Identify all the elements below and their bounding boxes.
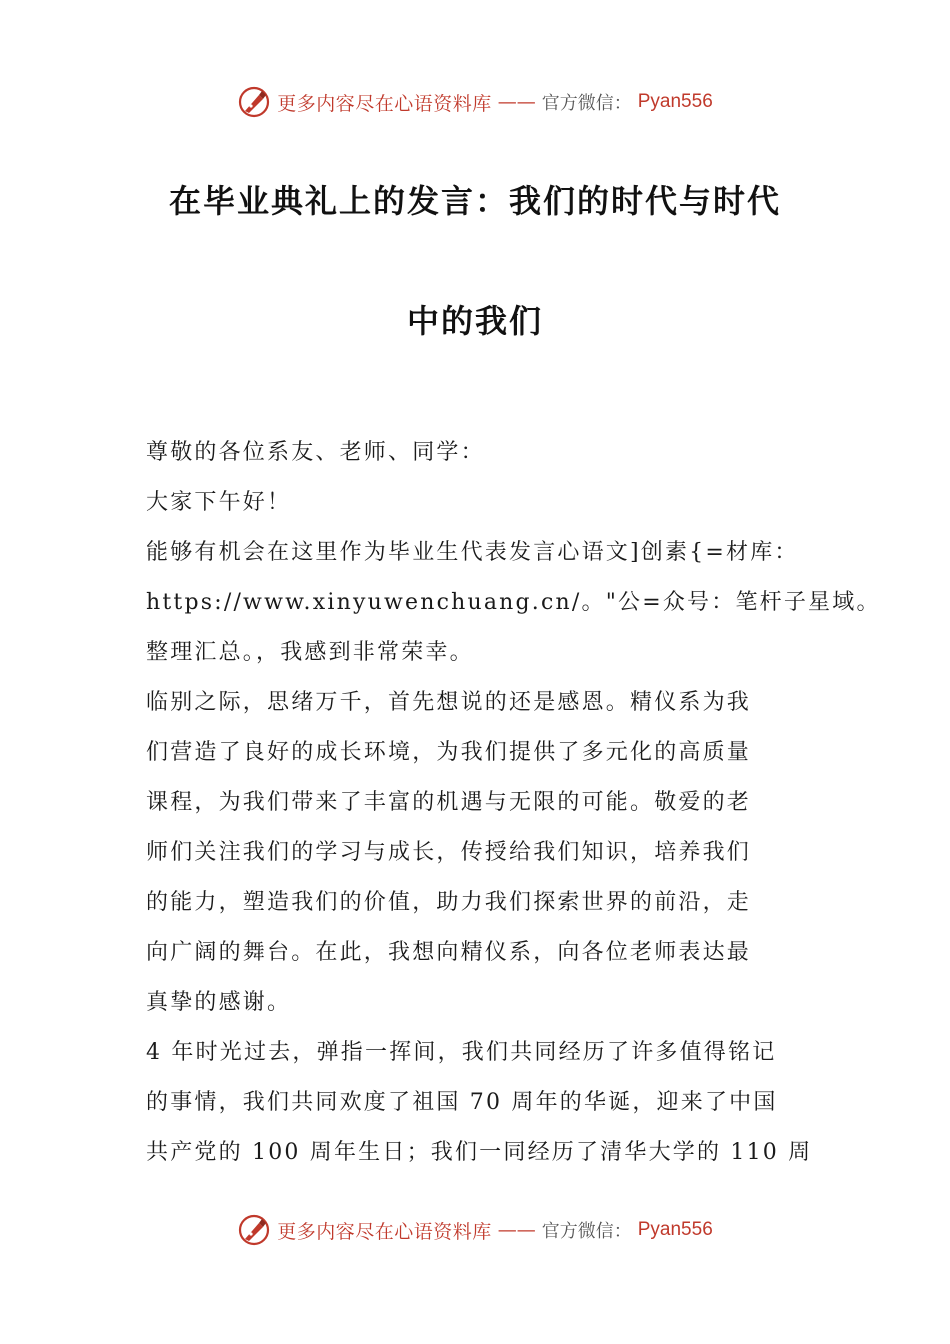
body-line: 能够有机会在这里作为毕业生代表发言心语文]创素{=材库：	[146, 540, 799, 565]
banner-wechat-label: 官方微信：	[541, 1221, 632, 1242]
banner-wechat-id: Pyan556	[637, 1219, 713, 1240]
document-body	[146, 428, 881, 1178]
body-line: 真挚的感谢。	[146, 990, 292, 1015]
body-line: 向广阔的舞台。在此，我想向精仪系，向各位老师表达最	[146, 940, 752, 965]
body-line: 师们关注我们的学习与成长，传授给我们知识，培养我们	[146, 840, 752, 865]
body-line: 课程，为我们带来了丰富的机遇与无限的可能。敬爱的老	[146, 790, 752, 815]
banner-separator: ——	[497, 1219, 536, 1241]
pen-nib-logo-icon	[237, 1213, 271, 1247]
body-line: 的事情，我们共同欢度了祖国 70 周年的华诞，迎来了中国	[146, 1090, 778, 1115]
banner-separator: ——	[497, 91, 536, 113]
body-line: 们营造了良好的成长环境，为我们提供了多元化的高质量	[146, 740, 752, 765]
body-line: 整理汇总。，我感到非常荣幸。	[146, 640, 474, 665]
banner-text: 更多内容尽在心语资料库	[277, 92, 492, 115]
body-line: 尊敬的各位系友、老师、同学：	[146, 440, 485, 465]
body-line-url: https://www.xinyuwenchuang.cn/。"公=众号：笔杆子星域。	[146, 590, 881, 615]
page-title-line-1: 在毕业典礼上的发言：我们的时代与时代	[168, 182, 781, 220]
page-title-line-2: 中的我们	[406, 302, 543, 340]
body-line: 临别之际，思绪万千，首先想说的还是感恩。精仪系为我	[146, 690, 752, 715]
body-line: 4 年时光过去，弹指一挥间，我们共同经历了许多值得铭记	[146, 1040, 777, 1065]
banner-wechat-id: Pyan556	[637, 91, 713, 112]
body-line: 的能力，塑造我们的价值，助力我们探索世界的前沿，走	[146, 890, 752, 915]
body-line: 共产党的 100 周年生日；我们一同经历了清华大学的 110 周	[146, 1140, 813, 1165]
pen-nib-logo-icon	[237, 85, 271, 119]
header-banner	[0, 80, 950, 124]
banner-text: 更多内容尽在心语资料库	[277, 1220, 492, 1243]
banner-wechat-label: 官方微信：	[541, 93, 632, 114]
body-line: 大家下午好！	[146, 490, 292, 515]
footer-banner	[0, 1208, 950, 1252]
